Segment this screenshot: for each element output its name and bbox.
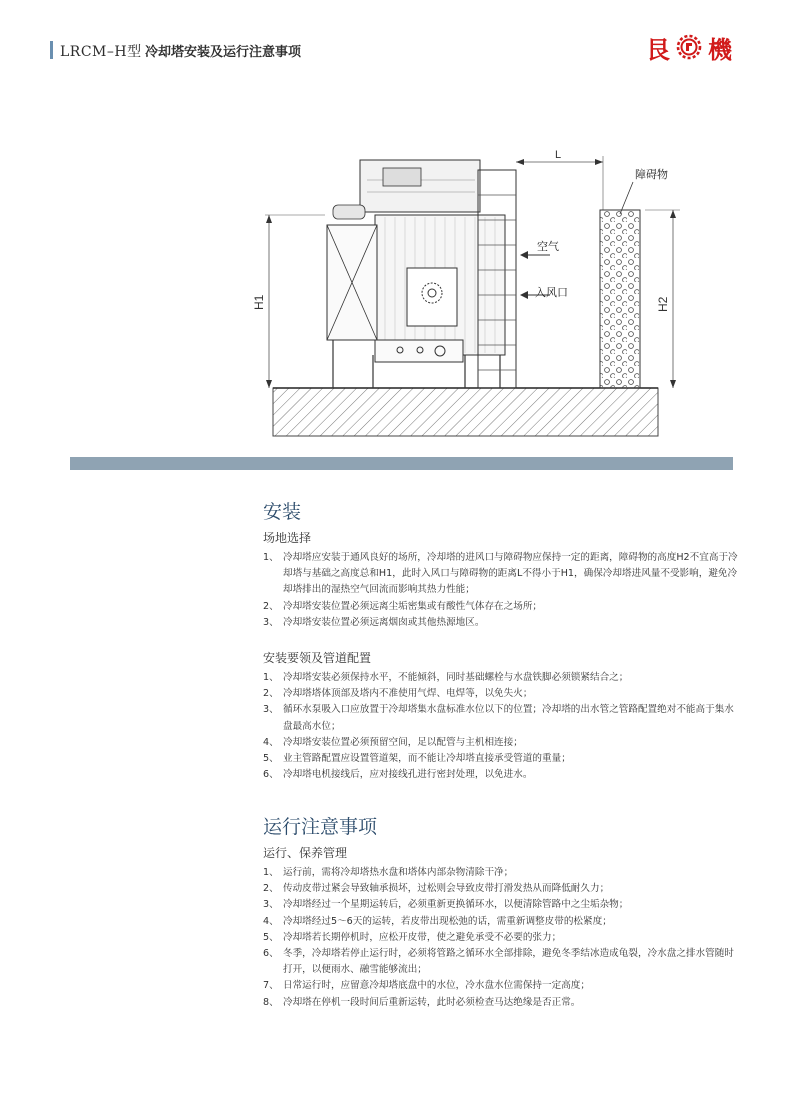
operation-heading: 运行注意事项 [263,816,378,838]
header-accent-bar [50,41,53,59]
inlet-label: 入风口 [535,286,568,299]
list-item: 4、 冷却塔安装位置必须预留空间，足以配管与主机相连接； [263,736,523,748]
operation-section [263,812,743,1011]
list-item: 3、 冷却塔经过一个星期运转后，必须重新更换循环水，以便清除管路中之尘垢杂物； [263,899,629,911]
gear-icon [676,34,702,60]
list-item: 1、 冷却塔安装必须保持水平，不能倾斜，同时基础螺栓与水盘铁脚必须锁紧结合之； [263,672,629,683]
list-item: 2、 冷却塔安装位置必须远离尘垢密集或有酸性气体存在之场所； [263,600,543,612]
page-title: 冷却塔安装及运行注意事项 [145,45,302,60]
ground-hatch [273,388,658,436]
list-item: 3、 循环水泵吸入口应放置于冷却塔集水盘标准水位以下的位置；冷却塔的出水管之管路配置绝对不能高于集水盘最高水位； [263,704,734,732]
maintenance-subheading: 运行、保养管理 [263,846,348,860]
h1-label: H1 [252,294,266,310]
list-item: 1、 冷却塔应安装于通风良好的场所，冷却塔的进风口与障碍物应保持一定的距离，障碍物的高度H2不宜高于冷却塔与基础之高度总和H1，此时入风口与障碍物的距离L不得小于H1，确保冷却塔进风量不受影响，避免冷却塔排出的湿热空气回流而影响其热力性能； [263,552,738,596]
install-section [263,497,743,631]
model-name: LRCM–H型 [60,44,142,60]
list-item: 5、 业主管路配置应设置管道架，而不能让冷却塔直接承受管道的重量； [263,753,571,765]
logo-left-char: 艮 [646,34,670,64]
list-item: 1、 运行前，需将冷却塔热水盘和塔体内部杂物清除干净； [263,867,514,878]
install-heading: 安装 [263,501,302,523]
brand-logo [646,32,732,62]
piping-subheading: 安装要领及管道配置 [263,651,372,665]
l-label: L [555,149,562,161]
site-list [263,550,743,631]
piping-list [263,670,743,783]
list-item: 4、 冷却塔经过5～6天的运转，若皮带出现松弛的话，需重新调整皮带的松紧度； [263,915,612,927]
list-item: 5、 冷却塔若长期停机时，应松开皮带，使之避免承受不必要的张力； [263,931,562,943]
list-item: 7、 日常运行时，应留意冷却塔底盘中的水位，冷水盘水位需保持一定高度； [263,980,590,992]
logo-right-char: 機 [708,34,732,64]
list-item: 6、 冬季，冷却塔若停止运行时，必须将管路之循环水全部排除，避免冬季结冰造成龟裂，冷水盘之排水管随时打开，以便雨水、融雪能够流出； [263,948,734,976]
air-label: 空气 [537,240,559,253]
site-subheading: 场地选择 [263,531,312,545]
page-header [0,0,800,70]
maintenance-list [263,865,743,1011]
h2-label: H2 [656,296,670,312]
list-item: 8、 冷却塔在停机一段时间后重新运转，此时必须检查马达绝缘是否正常。 [263,996,581,1008]
obstacle-label: 障碍物 [635,168,668,181]
list-item: 2、 冷却塔塔体顶部及塔内不准使用气焊、电焊等，以免失火； [263,688,533,700]
list-item: 6、 冷却塔电机接线后，应对接线孔进行密封处理，以免进水。 [263,769,533,781]
list-item: 2、 传动皮带过紧会导致轴承损坏，过松则会导致皮带打滑发热从而降低耐久力； [263,883,610,895]
installation-diagram [252,149,695,450]
water-basin [375,340,463,362]
obstacle-wall [600,210,640,388]
piping-section [263,644,743,783]
list-item: 3、 冷却塔安装位置必须远离烟囱或其他热源地区。 [263,616,485,628]
section-divider [70,457,733,470]
